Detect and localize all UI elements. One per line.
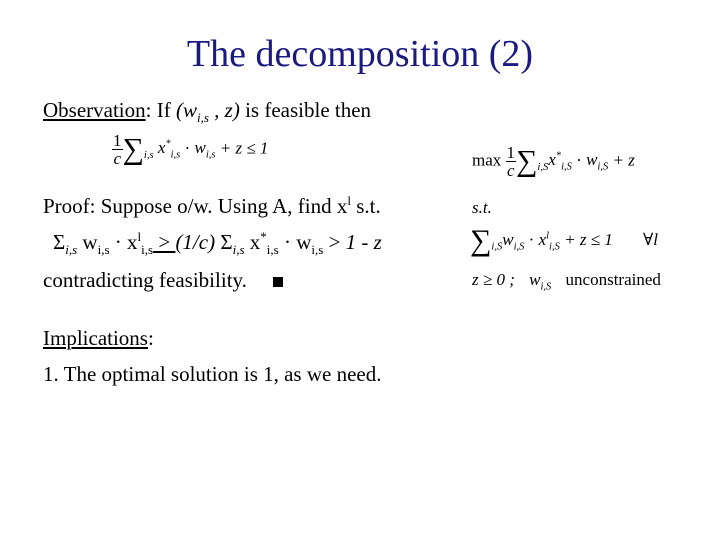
observation-line <box>43 98 372 126</box>
qed-square-icon <box>273 277 283 287</box>
lp-constraint: $\sum_{i,S}w_{i,S} \cdot x^l_{i,S} + z \le 1$ ∀l <box>470 224 659 257</box>
page-title: The decomposition (2) <box>186 33 534 75</box>
lp-objective: max $\frac{1}{c}$ $\sum_{i,S}x^*_{i,S} \cdot w_{i,S} + z$ <box>472 143 635 180</box>
x-star-term: $x^*_{i,s}$ <box>157 138 181 161</box>
forall-l: ∀l <box>643 229 659 249</box>
proof-conclusion: contradicting feasibility. <box>43 268 283 293</box>
observation-text-pre: : If <box>145 98 176 122</box>
observation-tuple: ($w_{i,s}$ , z) <box>175 98 240 126</box>
lp-bounds: z ≥ 0 ; $w_{i,S}$ unconstrained <box>472 270 661 293</box>
lp-subject-to: s.t. <box>472 198 492 217</box>
proof-intro: Proof: Suppose o/w. Using A, find $x^l$ s.t. <box>43 193 381 218</box>
observation-text-post: is feasible then <box>239 98 372 122</box>
implication-item-1: 1. The optimal solution is 1, as we need. <box>43 362 382 386</box>
fraction-one-over-c: $\frac{1}{c}$ <box>113 131 122 168</box>
implications-heading: Implications: <box>43 326 154 350</box>
observation-label: Observation <box>43 98 146 122</box>
proof-inequality: $\Sigma_{i,s}$ $w_{i,s} \cdot x^l_{i,s} > (1/c)$ $\Sigma_{i,s}$ $x^*_{i,s} \cdot w_{i,s} > 1 - z$ <box>53 229 382 258</box>
sum-symbol: ∑ <box>122 132 144 166</box>
observation-formula: $\frac{1}{c}$ $\sum_{i,s}$ $x^*_{i,s} \cdot w_{i,s} + z \le 1$ <box>113 131 269 168</box>
